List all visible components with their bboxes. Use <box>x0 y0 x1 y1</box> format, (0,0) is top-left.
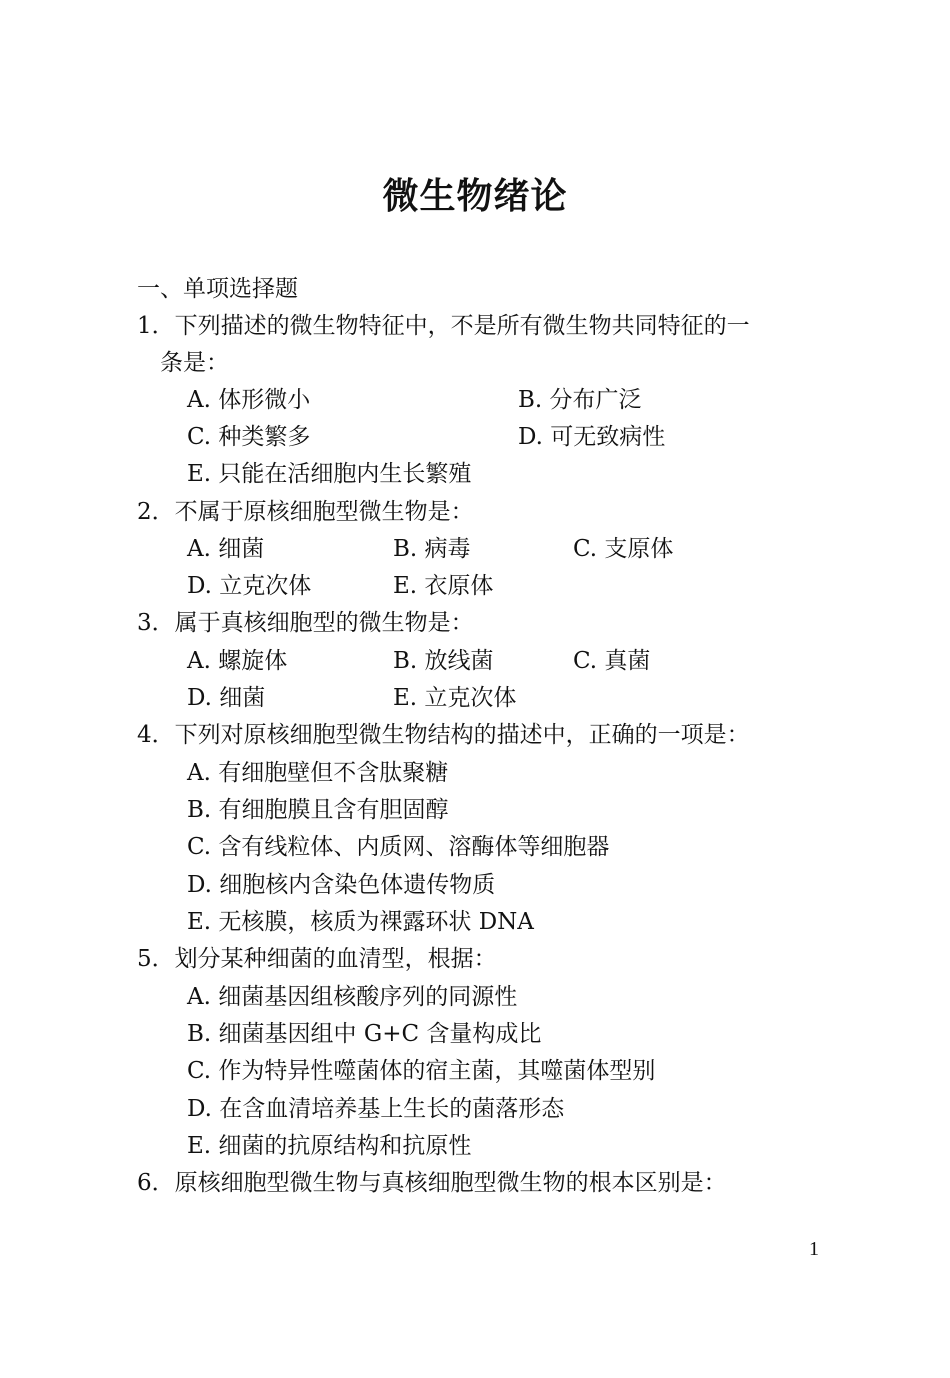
section-heading: 一、单项选择题 <box>137 276 298 302</box>
question-2-option-c: C. 支原体 <box>573 536 674 562</box>
question-4-option-a: A. 有细胞壁但不含肽聚糖 <box>187 760 449 786</box>
question-1-option-d: D. 可无致病性 <box>518 424 666 450</box>
question-3-option-e: E. 立克次体 <box>393 685 517 711</box>
question-4-option-b: B. 有细胞膜且含有胆固醇 <box>187 797 449 823</box>
question-2-option-a: A. 细菌 <box>187 536 265 562</box>
question-3-option-a: A. 螺旋体 <box>187 648 288 674</box>
page-title: 微生物绪论 <box>382 176 568 217</box>
question-2-stem: 2．不属于原核细胞型微生物是： <box>137 499 474 525</box>
question-5-stem: 5．划分某种细菌的血清型，根据： <box>137 946 497 972</box>
question-1-option-a: A. 体形微小 <box>187 387 311 413</box>
question-3-option-b: B. 放线菌 <box>393 648 494 674</box>
question-3-option-d: D. 细菌 <box>187 685 266 711</box>
question-1-option-e: E. 只能在活细胞内生长繁殖 <box>187 461 472 487</box>
question-5-option-a: A. 细菌基因组核酸序列的同源性 <box>187 984 518 1010</box>
question-2-option-d: D. 立克次体 <box>187 573 312 599</box>
question-3-stem: 3．属于真核细胞型的微生物是： <box>137 610 474 636</box>
question-3-option-c: C. 真菌 <box>573 648 651 674</box>
question-5-option-c: C. 作为特异性噬菌体的宿主菌，其噬菌体型别 <box>187 1058 656 1084</box>
question-1-stem-continued: 条是： <box>160 350 229 376</box>
question-1-stem: 1．下列描述的微生物特征中，不是所有微生物共同特征的一 <box>137 313 750 339</box>
question-1-option-b: B. 分布广泛 <box>518 387 642 413</box>
question-5-option-e: E. 细菌的抗原结构和抗原性 <box>187 1133 472 1159</box>
question-6-stem: 6．原核细胞型微生物与真核细胞型微生物的根本区别是： <box>137 1170 727 1196</box>
question-4-option-d: D. 细胞核内含染色体遗传物质 <box>187 872 496 898</box>
question-2-option-b: B. 病毒 <box>393 536 471 562</box>
question-4-stem: 4．下列对原核细胞型微生物结构的描述中，正确的一项是： <box>137 722 750 748</box>
question-5-option-b: B. 细菌基因组中 G+C 含量构成比 <box>187 1021 542 1047</box>
question-4-option-e: E. 无核膜，核质为裸露环状 DNA <box>187 909 534 935</box>
question-5-option-d: D. 在含血清培养基上生长的菌落形态 <box>187 1096 565 1122</box>
page-number: 1 <box>809 1238 819 1260</box>
question-2-option-e: E. 衣原体 <box>393 573 494 599</box>
question-1-option-c: C. 种类繁多 <box>187 424 311 450</box>
question-4-option-c: C. 含有线粒体、内质网、溶酶体等细胞器 <box>187 834 610 860</box>
